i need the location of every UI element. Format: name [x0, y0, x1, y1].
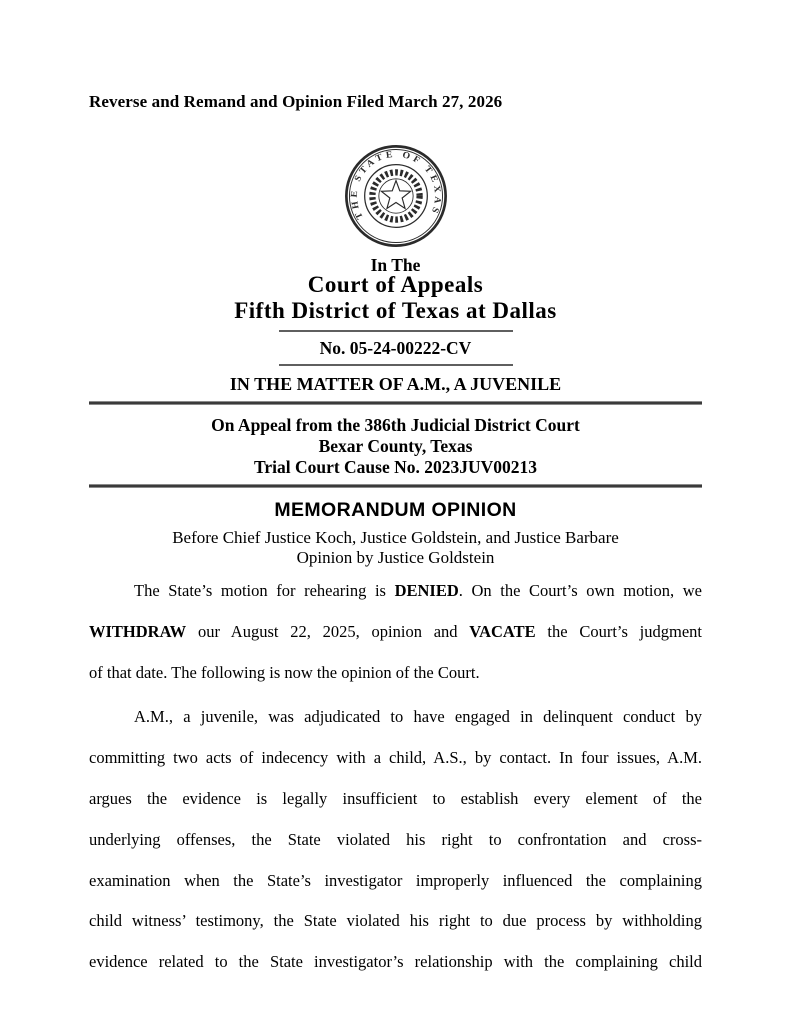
body-text-segment: underlying offenses, the State violated his right to confrontation and cross-: [89, 829, 702, 849]
body-line: [89, 861, 702, 902]
body-text-segment: child witness’ testimony, the State violated his right to due process by withholding: [89, 911, 702, 931]
body-line: [89, 697, 702, 738]
body-line: [89, 820, 702, 861]
divider-short-top: [279, 330, 513, 332]
memorandum-opinion-heading: MEMORANDUM OPINION: [274, 499, 517, 521]
body-text-segment: committing two acts of indecency with a child, A.S., by contact. In four issues, A.M.: [89, 748, 702, 768]
bold-term: WITHDRAW: [89, 621, 187, 641]
opinion-body: [89, 571, 702, 983]
bold-term: VACATE: [469, 621, 536, 641]
body-text-segment: examination when the State’s investigator improperly influenced the complaining: [89, 870, 702, 890]
body-text-segment: our August 22, 2025, opinion and: [186, 621, 470, 641]
filed-date-line: Reverse and Remand and Opinion Filed March 27, 2026: [89, 92, 503, 111]
body-line: [89, 779, 702, 820]
body-text-segment: argues the evidence is legally insufficient to establish every element of the: [89, 788, 702, 808]
body-line: [89, 942, 702, 983]
body-text-segment: . On the Court’s own motion, we: [458, 581, 702, 600]
appeal-county-line: Bexar County, Texas: [318, 436, 473, 456]
body-line: [89, 612, 702, 653]
bold-term: DENIED: [394, 581, 459, 600]
opinion-author-line: Opinion by Justice Goldstein: [296, 548, 495, 567]
body-line: [89, 653, 702, 694]
court-name-line1: Court of Appeals: [307, 272, 484, 297]
divider-full-bottom: [89, 484, 702, 488]
case-title: IN THE MATTER OF A.M., A JUVENILE: [229, 374, 562, 394]
case-number: No. 05-24-00222-CV: [319, 338, 472, 358]
appeal-info-block: [89, 415, 702, 478]
seal-text: THE STATE OF TEXAS: [348, 148, 443, 221]
appeal-court-line: On Appeal from the 386th Judicial District Court: [211, 415, 580, 435]
divider-full-top: [89, 401, 702, 405]
in-the-label: In The: [370, 255, 421, 275]
body-line: [89, 738, 702, 779]
divider-short-bottom: [279, 364, 513, 366]
body-line: [89, 571, 702, 612]
texas-state-seal-icon: [343, 143, 449, 249]
body-text-segment: The State’s motion for rehearing is: [134, 581, 395, 600]
body-line: [89, 901, 702, 942]
seal-star-icon: [381, 181, 410, 209]
body-text-segment: A.M., a juvenile, was adjudicated to have engaged in delinquent conduct by: [134, 707, 702, 727]
body-text-segment: evidence related to the State investigator’s relationship with the complaining child: [89, 952, 702, 972]
seal-svg: [343, 143, 449, 249]
body-text-segment: the Court’s judgment: [535, 621, 702, 641]
appeal-cause-line: Trial Court Cause No. 2023JUV00213: [253, 457, 538, 477]
court-name-line2: Fifth District of Texas at Dallas: [234, 298, 557, 323]
body-text-segment: of that date. The following is now the opinion of the Court.: [89, 662, 480, 682]
panel-justices-line: Before Chief Justice Koch, Justice Goldstein, and Justice Barbare: [172, 528, 619, 547]
